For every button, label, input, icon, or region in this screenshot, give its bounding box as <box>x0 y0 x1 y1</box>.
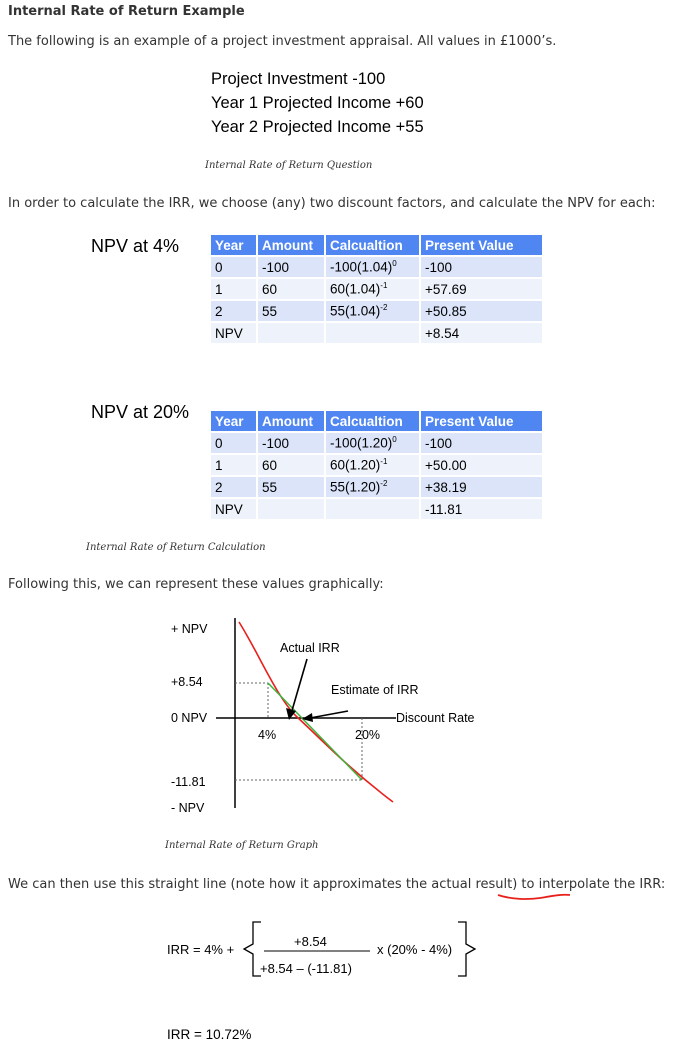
cell-year: 1 <box>211 455 256 475</box>
calc-exponent: 0 <box>392 259 397 269</box>
col-header-amount: Amount <box>258 235 324 255</box>
y-pos-label: +8.54 <box>171 675 203 689</box>
calc-base: -100(1.20) <box>330 435 393 451</box>
cell-present-value: +50.85 <box>421 301 542 321</box>
question-block <box>211 67 424 139</box>
cell-year: 0 <box>211 257 256 277</box>
table-row-npv <box>211 323 542 343</box>
calc-base: 60(1.04) <box>330 281 381 297</box>
cell-calculation <box>326 279 419 299</box>
cell-amount: 55 <box>258 301 324 321</box>
cell-npv-label: NPV <box>211 323 256 343</box>
npv-20-heading: NPV at 20% <box>91 402 190 422</box>
cell-amount: 60 <box>258 455 324 475</box>
table-row-npv <box>211 499 542 519</box>
actual-irr-label: Actual IRR <box>280 641 340 655</box>
cell-amount: 60 <box>258 279 324 299</box>
cell-calculation <box>326 257 419 277</box>
cell-empty <box>258 499 324 519</box>
col-header-present-value: Present Value <box>421 411 542 431</box>
cell-amount: -100 <box>258 257 324 277</box>
calc-exponent: -1 <box>380 457 388 467</box>
method-paragraph: In order to calculate the IRR, we choose (any) two discount factors, and calculate the NPV for each: <box>8 196 656 211</box>
graph-paragraph: Following this, we can represent these values graphically: <box>8 577 384 592</box>
npv-4-heading: NPV at 4% <box>91 236 180 256</box>
interpolate-word: interpolate <box>538 877 610 892</box>
y-zero-label: 0 NPV <box>171 711 208 725</box>
calc-base: 60(1.20) <box>330 457 381 473</box>
cell-present-value: +38.19 <box>421 477 542 497</box>
question-line: Year 1 Projected Income +60 <box>211 94 424 112</box>
caption-question: Internal Rate of Return Question <box>205 160 373 171</box>
caption-graph: Internal Rate of Return Graph <box>165 840 319 851</box>
cell-calculation <box>326 477 419 497</box>
x-label-20pct: 20% <box>355 728 381 742</box>
cell-amount: 55 <box>258 477 324 497</box>
interpolate-text-after: the IRR: <box>609 877 666 892</box>
cell-present-value: +50.00 <box>421 455 542 475</box>
cell-present-value: -100 <box>421 433 542 453</box>
cell-empty <box>258 323 324 343</box>
formula-numerator: +8.54 <box>294 934 327 949</box>
estimate-line <box>268 683 362 780</box>
page-title: Internal Rate of Return Example <box>8 4 245 19</box>
calc-base: 55(1.20) <box>330 479 381 495</box>
table-row <box>211 257 542 277</box>
npv-20-table <box>209 409 544 521</box>
cell-calculation <box>326 455 419 475</box>
y-top-label: + NPV <box>171 622 208 636</box>
col-header-amount: Amount <box>258 411 324 431</box>
interpolate-paragraph <box>8 877 665 892</box>
formula-multiplier: x (20% - 4%) <box>377 942 453 957</box>
y-bottom-label: - NPV <box>171 801 205 815</box>
formula-prefix: IRR = 4% + <box>167 942 235 957</box>
col-header-year: Year <box>211 235 256 255</box>
npv-4-table <box>209 233 544 345</box>
irr-result: IRR = 10.72% <box>167 1027 252 1042</box>
cell-year: 1 <box>211 279 256 299</box>
calc-exponent: -2 <box>380 479 388 489</box>
table-row <box>211 433 542 453</box>
cell-present-value: -100 <box>421 257 542 277</box>
calc-base: -100(1.04) <box>330 259 393 275</box>
x-label-4pct: 4% <box>258 728 277 742</box>
x-axis-label: Discount Rate <box>396 711 475 725</box>
cell-year: 2 <box>211 477 256 497</box>
cell-present-value: +57.69 <box>421 279 542 299</box>
col-header-calculation: Calcualtion <box>326 411 419 431</box>
table-row <box>211 279 542 299</box>
y-neg-label: -11.81 <box>171 775 206 789</box>
estimate-irr-label: Estimate of IRR <box>331 683 419 697</box>
table-row <box>211 477 542 497</box>
calc-exponent: -1 <box>380 281 388 291</box>
actual-irr-arrow <box>291 659 307 714</box>
cell-amount: -100 <box>258 433 324 453</box>
table-row <box>211 455 542 475</box>
intro-paragraph: The following is an example of a project investment appraisal. All values in £1000’s. <box>8 34 557 49</box>
formula-denominator: +8.54 – (-11.81) <box>260 961 352 976</box>
cell-npv-label: NPV <box>211 499 256 519</box>
calc-base: 55(1.04) <box>330 303 381 319</box>
question-line: Year 2 Projected Income +55 <box>211 118 424 136</box>
caption-calculation: Internal Rate of Return Calculation <box>86 542 266 553</box>
calc-exponent: 0 <box>392 435 397 445</box>
cell-empty <box>326 323 419 343</box>
col-header-calculation: Calcualtion <box>326 235 419 255</box>
cell-year: 0 <box>211 433 256 453</box>
col-header-year: Year <box>211 411 256 431</box>
cell-empty <box>326 499 419 519</box>
cell-calculation <box>326 433 419 453</box>
cell-calculation <box>326 301 419 321</box>
cell-year: 2 <box>211 301 256 321</box>
table-row <box>211 301 542 321</box>
cell-npv-value: +8.54 <box>421 323 542 343</box>
calc-exponent: -2 <box>380 303 388 313</box>
red-underline-squiggle <box>496 892 572 900</box>
interpolate-text-before: We can then use this straight line (note how it approximates the actual result) to <box>8 877 539 892</box>
col-header-present-value: Present Value <box>421 235 542 255</box>
irr-graph <box>0 600 700 840</box>
cell-npv-value: -11.81 <box>421 499 542 519</box>
question-line: Project Investment -100 <box>211 70 386 88</box>
estimate-irr-arrow <box>310 711 348 718</box>
